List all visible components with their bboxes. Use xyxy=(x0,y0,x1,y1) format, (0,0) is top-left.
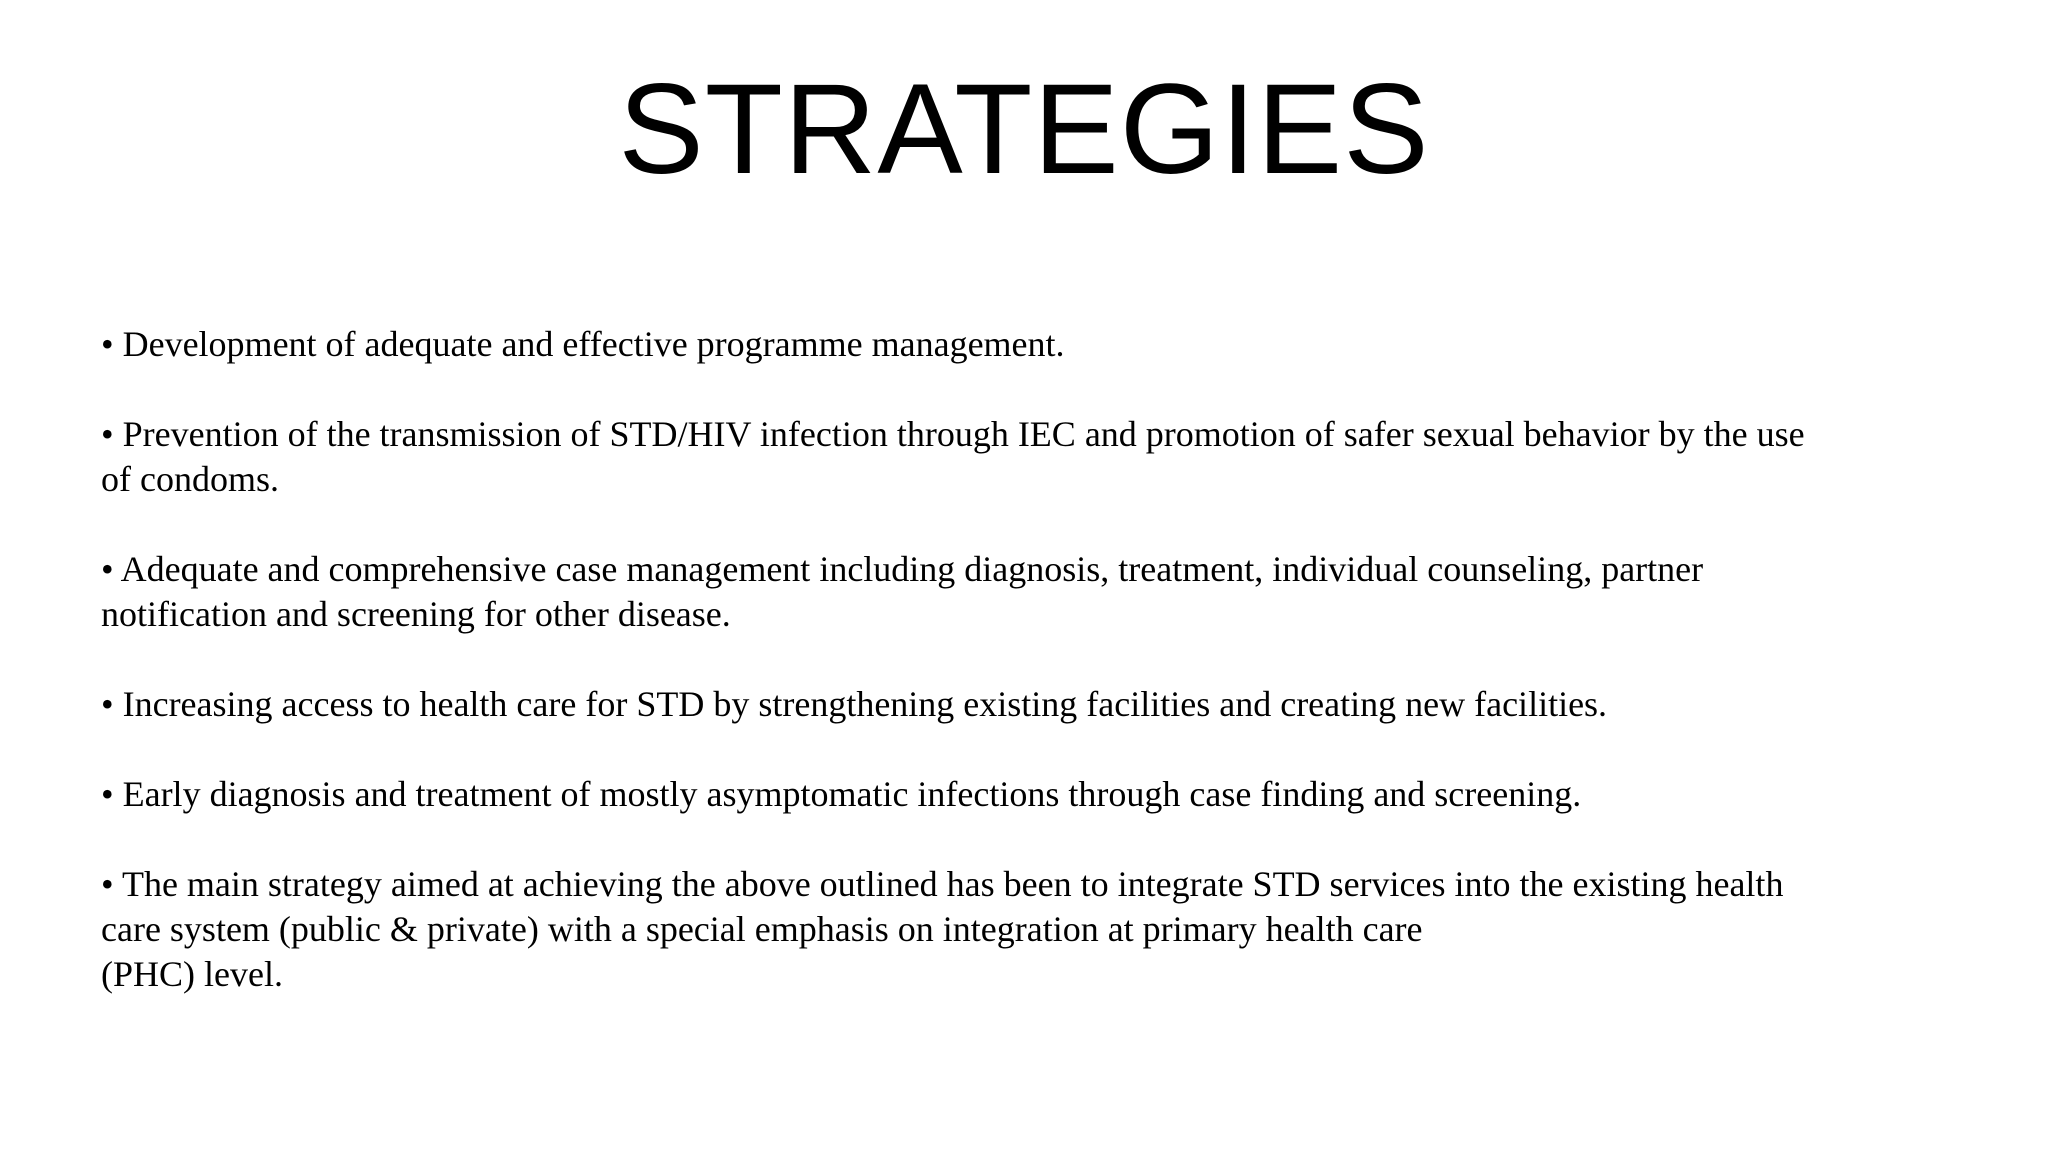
bullet-item-programme-management xyxy=(101,322,2001,367)
bullet-line: • The main strategy aimed at achieving the above outlined has been to integrate STD services into the existing health xyxy=(101,864,1784,904)
bullet-line: (PHC) level. xyxy=(101,954,283,994)
bullet-line: care system (public & private) with a special emphasis on integration at primary health care xyxy=(101,909,1423,949)
bullet-line: • Development of adequate and effective programme management. xyxy=(101,324,1065,364)
bullet-list xyxy=(101,322,2001,997)
bullet-line: • Adequate and comprehensive case management including diagnosis, treatment, individual counseling, partner xyxy=(101,549,1704,589)
bullet-item-access xyxy=(101,682,2001,727)
bullet-item-case-management xyxy=(101,547,2001,637)
bullet-item-main-strategy xyxy=(101,862,2001,997)
slide-title: STRATEGIES xyxy=(618,58,1430,201)
bullet-item-early-diagnosis xyxy=(101,772,2001,817)
bullet-item-prevention xyxy=(101,412,2001,502)
bullet-line: • Early diagnosis and treatment of mostly asymptomatic infections through case finding and screening. xyxy=(101,774,1582,814)
bullet-line: notification and screening for other disease. xyxy=(101,594,731,634)
bullet-line: • Prevention of the transmission of STD/HIV infection through IEC and promotion of safer sexual behavior by the use xyxy=(101,414,1805,454)
bullet-line: • Increasing access to health care for STD by strengthening existing facilities and creating new facilities. xyxy=(101,684,1608,724)
bullet-line: of condoms. xyxy=(101,459,279,499)
